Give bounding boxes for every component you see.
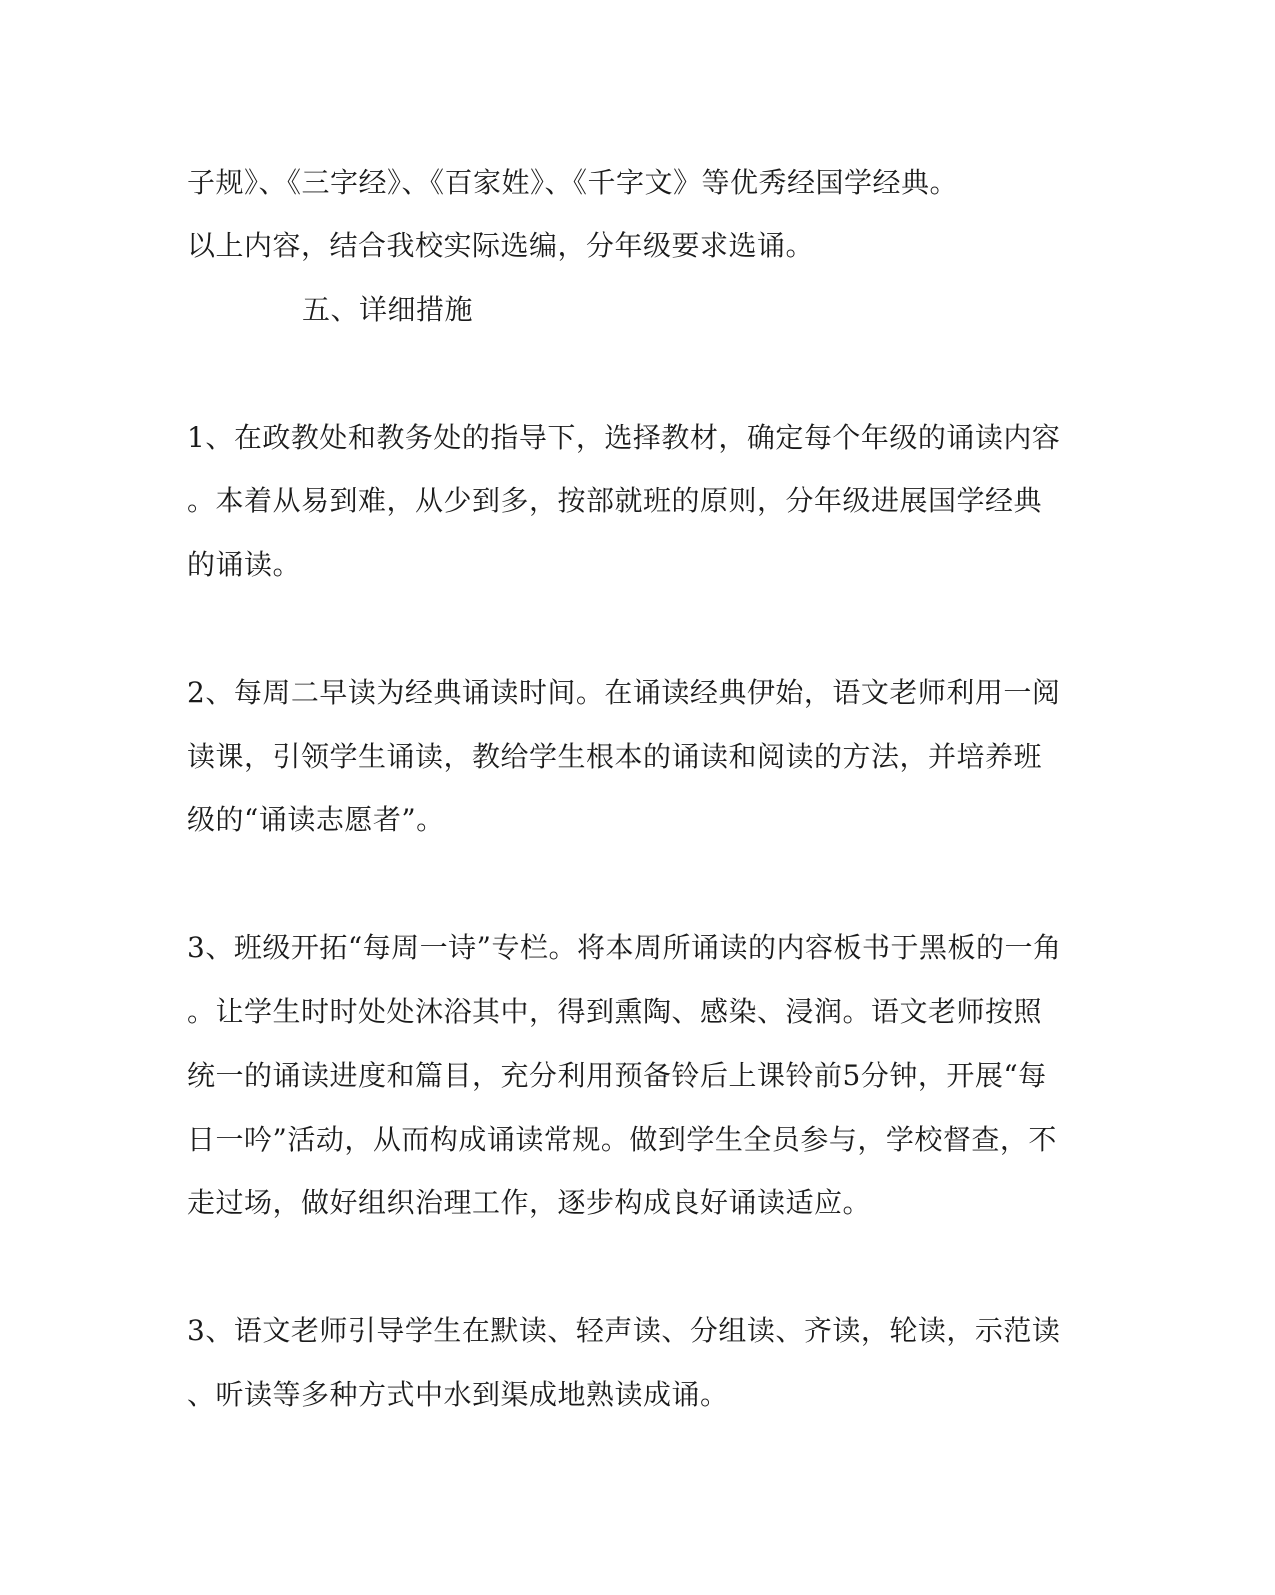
paragraph-3-line-5: 走过场，做好组织治理工作，逐步构成良好诵读适应。	[187, 1186, 872, 1219]
paragraph-2-line-1: 2、每周二早读为经典诵读时间。在诵读经典伊始，语文老师利用一阅	[187, 676, 1061, 709]
paragraph-4-line-2: 、听读等多种方式中水到渠成地熟读成诵。	[187, 1378, 729, 1411]
paragraph-3-line-2: 。让学生时时处处沐浴其中，得到熏陶、感染、浸润。语文老师按照	[187, 995, 1043, 1028]
intro-line-1: 子规》、《三字经》、《百家姓》、《千字文》等优秀经国学经典。	[187, 166, 959, 199]
paragraph-2-line-2: 读课，引领学生诵读，教给学生根本的诵读和阅读的方法，并培养班	[187, 740, 1043, 773]
paragraph-2-line-3: 级的“诵读志愿者”。	[187, 803, 445, 836]
paragraph-3-line-1: 3、班级开拓“每周一诗”专栏。将本周所诵读的内容板书于黑板的一角	[187, 931, 1062, 964]
paragraph-1-line-3: 的诵读。	[187, 548, 302, 581]
intro-line-2: 以上内容，结合我校实际选编，分年级要求选诵。	[187, 229, 815, 262]
paragraph-4-line-1: 3、语文老师引导学生在默读、轻声读、分组读、齐读，轮读，示范读	[187, 1314, 1061, 1347]
paragraph-1-line-1: 1、在政教处和教务处的指导下，选择教材，确定每个年级的诵读内容	[187, 421, 1061, 454]
paragraph-1-line-2: 。本着从易到难，从少到多，按部就班的原则，分年级进展国学经典	[187, 484, 1043, 517]
paragraph-3-line-3: 统一的诵读进度和篇目，充分利用预备铃后上课铃前5分钟，开展“每	[187, 1059, 1047, 1092]
section-heading: 五、详细措施	[302, 293, 474, 326]
paragraph-3-line-4: 日一吟”活动，从而构成诵读常规。做到学生全员参与，学校督查，不	[187, 1123, 1057, 1156]
